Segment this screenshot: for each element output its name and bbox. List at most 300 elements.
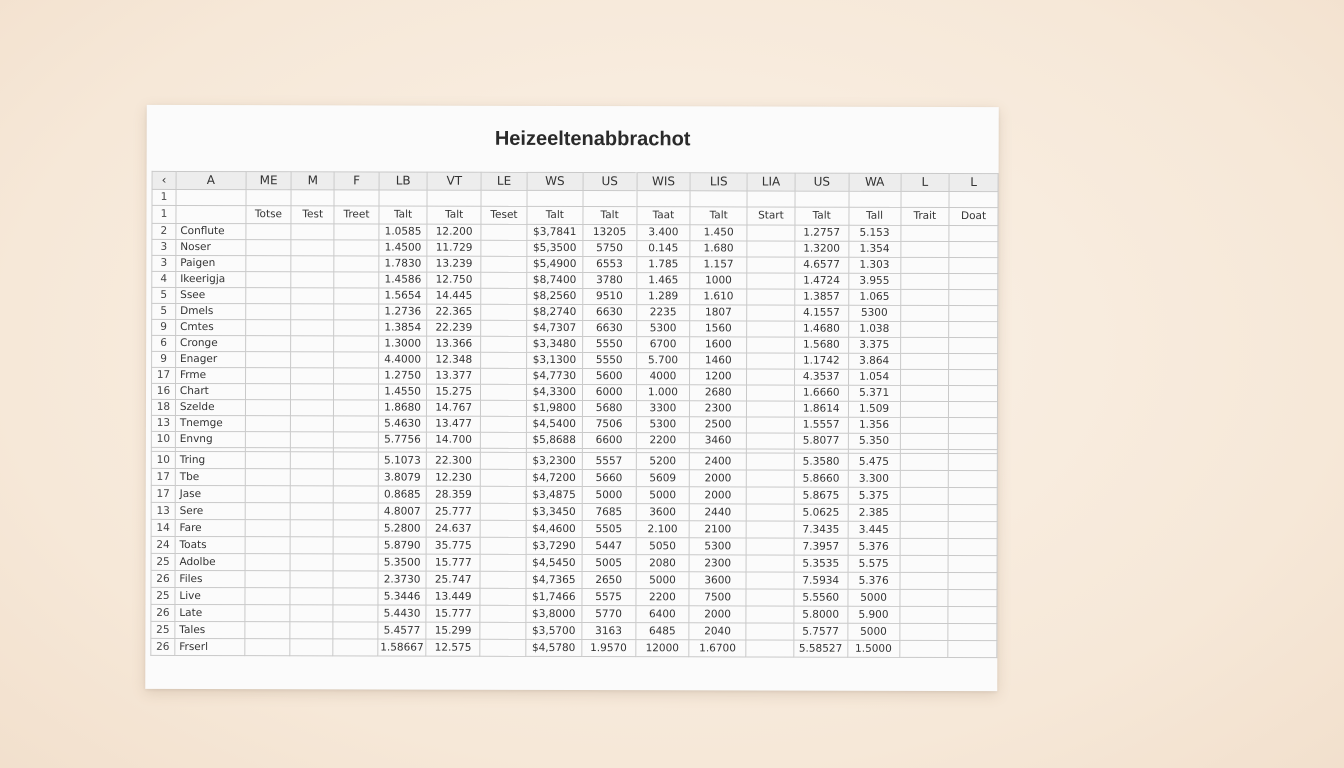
empty-cell <box>481 400 527 416</box>
empty-cell <box>747 385 795 401</box>
value-cell: 2000 <box>689 606 746 623</box>
empty-cell <box>747 353 795 369</box>
empty-cell <box>746 470 794 487</box>
empty-cell <box>291 304 334 320</box>
empty-cell <box>291 224 334 240</box>
row-label: Enager <box>175 351 245 367</box>
value-cell: 2300 <box>689 555 746 572</box>
value-cell: 5.376 <box>848 572 900 589</box>
empty-cell <box>746 572 794 589</box>
empty-cell <box>948 572 997 589</box>
value-cell: 7.3957 <box>794 538 848 555</box>
value-cell: 15.299 <box>426 622 480 639</box>
column-header: M <box>291 172 334 190</box>
empty-cell <box>334 416 379 432</box>
subheader-cell: Talt <box>795 207 849 225</box>
value-cell: 12000 <box>635 640 689 657</box>
empty-cell <box>291 432 334 448</box>
value-cell: 35.775 <box>426 537 480 554</box>
empty-cell <box>245 336 291 352</box>
value-cell: 4.3537 <box>794 369 848 385</box>
row-number: 4 <box>152 271 176 287</box>
empty-cell <box>291 520 334 537</box>
value-cell: 1.3854 <box>379 320 427 336</box>
value-cell: 5.3580 <box>794 453 848 470</box>
empty-cell <box>481 190 527 206</box>
value-cell: 3163 <box>582 623 636 640</box>
value-cell: 12.750 <box>427 272 481 288</box>
subheader-cell: Talt <box>690 207 747 225</box>
value-cell: $8,2740 <box>527 304 583 320</box>
empty-cell <box>334 352 379 368</box>
empty-cell <box>900 369 949 385</box>
empty-cell <box>949 321 998 337</box>
empty-cell <box>245 588 291 605</box>
subheader-cell: Trait <box>900 207 949 225</box>
value-cell: $4,5780 <box>526 639 582 656</box>
empty-cell <box>481 416 527 432</box>
empty-cell <box>746 589 794 606</box>
empty-cell <box>949 417 998 433</box>
value-cell: 2300 <box>690 401 747 417</box>
empty-cell <box>900 572 949 589</box>
empty-cell <box>334 240 379 256</box>
empty-cell <box>291 469 334 486</box>
empty-cell <box>949 241 998 257</box>
value-cell: 7.3435 <box>794 521 848 538</box>
empty-cell <box>899 640 948 657</box>
row-label: Frserl <box>175 638 245 655</box>
value-cell: 1.065 <box>848 289 900 305</box>
empty-cell <box>481 336 527 352</box>
value-cell: 6000 <box>582 385 636 401</box>
empty-cell <box>746 521 794 538</box>
column-header: WA <box>849 173 901 191</box>
value-cell: 1.4586 <box>379 272 427 288</box>
empty-cell <box>334 384 379 400</box>
empty-cell <box>900 225 949 241</box>
empty-cell <box>333 605 378 622</box>
subheader-row <box>152 205 998 225</box>
value-cell: 5.1073 <box>378 452 426 469</box>
empty-cell <box>290 537 333 554</box>
empty-cell <box>899 606 948 623</box>
value-cell: 5000 <box>636 487 690 504</box>
empty-cell <box>291 368 334 384</box>
empty-cell <box>746 606 794 623</box>
empty-cell <box>334 320 379 336</box>
row-label: Ikeerigja <box>176 271 246 287</box>
value-cell: 5.8675 <box>794 487 848 504</box>
empty-cell <box>245 503 291 520</box>
empty-cell <box>290 605 333 622</box>
value-cell: 6630 <box>582 321 636 337</box>
empty-cell <box>900 401 949 417</box>
empty-cell <box>949 191 998 207</box>
value-cell: 5.7756 <box>378 432 426 448</box>
value-cell: 5.4577 <box>378 622 426 639</box>
empty-cell <box>480 554 526 571</box>
empty-cell <box>900 433 949 449</box>
empty-cell <box>291 352 334 368</box>
row-number: 9 <box>152 351 176 367</box>
value-cell: 2650 <box>582 572 636 589</box>
spreadsheet-printout <box>145 105 999 691</box>
row-label: Noser <box>176 239 246 255</box>
column-header: US <box>583 173 637 191</box>
value-cell: 5.371 <box>848 385 900 401</box>
empty-cell <box>948 606 997 623</box>
value-cell: 15.275 <box>427 384 481 400</box>
spreadsheet-grid <box>150 171 998 658</box>
value-cell: 5.153 <box>849 225 901 241</box>
empty-cell <box>480 520 526 537</box>
empty-cell <box>480 432 526 448</box>
empty-cell <box>949 353 998 369</box>
value-cell: 3.8079 <box>378 469 426 486</box>
value-cell: 5.575 <box>848 555 900 572</box>
empty-cell <box>949 273 998 289</box>
value-cell: 14.767 <box>427 400 481 416</box>
value-cell: 5.350 <box>848 433 900 449</box>
value-cell: 6600 <box>582 433 636 449</box>
value-cell: 5.5560 <box>794 589 848 606</box>
row-number: 18 <box>151 399 175 415</box>
subheader-cell: Tall <box>849 207 901 225</box>
value-cell: 5000 <box>848 589 900 606</box>
row-label: Toats <box>175 536 245 553</box>
empty-cell <box>747 257 795 273</box>
value-cell: 3600 <box>689 572 746 589</box>
empty-cell <box>949 257 998 273</box>
empty-cell <box>948 640 997 657</box>
empty-cell <box>245 520 291 537</box>
column-header: F <box>334 172 379 190</box>
value-cell: $4,7307 <box>527 320 583 336</box>
empty-cell <box>333 432 378 448</box>
value-cell: $4,5450 <box>526 554 582 571</box>
value-cell: 5.8790 <box>378 537 426 554</box>
value-cell: 6630 <box>582 305 636 321</box>
value-cell: 1.5680 <box>794 337 848 353</box>
row-number: 9 <box>152 319 176 335</box>
value-cell: 4.8007 <box>378 503 426 520</box>
empty-cell <box>795 191 849 207</box>
empty-cell <box>291 486 334 503</box>
empty-cell <box>480 571 526 588</box>
value-cell: 1.000 <box>636 385 690 401</box>
value-cell: 1.303 <box>849 257 901 273</box>
value-cell: 5000 <box>636 572 690 589</box>
subheader-cell: Test <box>291 206 334 224</box>
value-cell: 5505 <box>582 521 636 538</box>
value-cell: 15.777 <box>426 554 480 571</box>
column-header: WS <box>527 172 583 190</box>
row-label: Fare <box>175 519 245 536</box>
empty-cell <box>291 503 334 520</box>
row-number: 2 <box>152 223 176 239</box>
row-number: 24 <box>151 536 175 553</box>
value-cell: $3,7290 <box>526 537 582 554</box>
row-number: 17 <box>152 367 176 383</box>
value-cell: $4,3300 <box>526 384 582 400</box>
empty-cell <box>480 537 526 554</box>
value-cell: 5750 <box>583 241 637 257</box>
empty-cell <box>480 639 526 656</box>
row-number: 1 <box>152 205 176 223</box>
empty-cell <box>244 639 290 656</box>
empty-cell <box>481 240 527 256</box>
value-cell: 2440 <box>689 504 746 521</box>
empty-cell <box>291 272 334 288</box>
value-cell: 5557 <box>582 453 636 470</box>
empty-cell <box>245 432 291 448</box>
value-cell: 5.7577 <box>794 623 848 640</box>
column-header-row <box>152 171 998 191</box>
empty-cell <box>949 225 998 241</box>
value-cell: 4000 <box>636 369 690 385</box>
empty-cell <box>334 368 379 384</box>
value-cell: 1.509 <box>848 401 900 417</box>
value-cell: 1.785 <box>636 257 690 273</box>
value-cell: 6553 <box>583 257 637 273</box>
value-cell: 1.6660 <box>794 385 848 401</box>
row-number: 10 <box>151 431 175 447</box>
empty-cell <box>245 571 291 588</box>
value-cell: 1.3857 <box>795 289 849 305</box>
value-cell: 1.450 <box>690 225 747 241</box>
row-number: 6 <box>152 335 176 351</box>
empty-cell <box>481 320 527 336</box>
value-cell: 2200 <box>636 589 690 606</box>
value-cell: 2235 <box>636 305 690 321</box>
empty-cell <box>480 503 526 520</box>
empty-cell <box>291 320 334 336</box>
empty-cell <box>481 272 527 288</box>
row-label: Tales <box>175 621 245 638</box>
value-cell: 22.365 <box>427 304 481 320</box>
value-cell: $1,7466 <box>526 588 582 605</box>
empty-cell <box>245 288 291 304</box>
value-cell: 2400 <box>690 453 747 470</box>
value-cell: 5447 <box>582 538 636 555</box>
value-cell: 3.864 <box>848 353 900 369</box>
value-cell: 5575 <box>582 589 636 606</box>
empty-cell <box>900 273 949 289</box>
value-cell: 5.0625 <box>794 504 848 521</box>
value-cell: $3,2300 <box>526 452 582 469</box>
subheader-cell: Start <box>747 207 795 225</box>
row-number: 26 <box>151 638 175 655</box>
value-cell: 5.4630 <box>378 416 426 432</box>
empty-cell <box>290 639 333 656</box>
value-cell: 12.230 <box>427 469 481 486</box>
empty-cell <box>900 453 949 470</box>
value-cell: 1.2750 <box>378 368 426 384</box>
empty-cell <box>901 191 950 207</box>
value-cell: 28.359 <box>427 486 481 503</box>
sheet-title: Heizeeltenabbrachot <box>494 127 691 151</box>
value-cell: 1.5000 <box>848 640 900 657</box>
empty-cell <box>291 400 334 416</box>
value-cell: 5.8000 <box>794 606 848 623</box>
value-cell: 5300 <box>636 417 690 433</box>
row-number: 5 <box>152 287 176 303</box>
row-number: 10 <box>151 451 175 468</box>
value-cell: 1.1742 <box>794 353 848 369</box>
subheader-cell: Totse <box>246 206 292 224</box>
empty-cell <box>747 337 795 353</box>
value-cell: 3.445 <box>848 521 900 538</box>
value-cell: 5.58527 <box>794 640 848 657</box>
value-cell: 14.445 <box>427 288 481 304</box>
value-cell: 1.4550 <box>378 384 426 400</box>
value-cell: 5770 <box>582 606 636 623</box>
value-cell: 12.575 <box>426 639 480 656</box>
value-cell: 1200 <box>690 369 747 385</box>
value-cell: 5005 <box>582 555 636 572</box>
value-cell: 5600 <box>582 369 636 385</box>
value-cell: 3780 <box>583 273 637 289</box>
value-cell: 13.449 <box>426 588 480 605</box>
empty-cell <box>747 289 795 305</box>
table-row <box>151 519 997 538</box>
value-cell: 1.8614 <box>794 401 848 417</box>
empty-cell <box>948 487 997 504</box>
empty-cell <box>481 384 527 400</box>
table-row <box>151 485 997 504</box>
empty-cell <box>291 336 334 352</box>
value-cell: 5.2800 <box>378 520 426 537</box>
empty-cell <box>333 622 378 639</box>
value-cell: 0.8685 <box>378 486 426 503</box>
empty-cell <box>291 256 334 272</box>
row-number: 3 <box>152 255 176 271</box>
value-cell: 1460 <box>690 353 747 369</box>
empty-cell <box>746 433 794 449</box>
empty-cell <box>333 469 378 486</box>
column-header: VT <box>427 172 481 190</box>
empty-cell <box>333 588 378 605</box>
value-cell: 11.729 <box>427 240 481 256</box>
value-cell: 5.376 <box>848 538 900 555</box>
empty-cell <box>900 353 949 369</box>
row-label: Cronge <box>176 335 246 351</box>
value-cell: 5680 <box>582 401 636 417</box>
table-row <box>151 451 997 470</box>
empty-cell <box>949 305 998 321</box>
empty-cell <box>333 486 378 503</box>
row-label: Adolbe <box>175 553 245 570</box>
subheader-cell: Talt <box>583 207 637 225</box>
value-cell: 24.637 <box>426 520 480 537</box>
value-cell: 2200 <box>636 433 690 449</box>
value-cell: $5,3500 <box>527 240 583 256</box>
subheader-cell: Doat <box>949 207 998 225</box>
empty-cell <box>334 336 379 352</box>
table-row <box>151 621 997 640</box>
empty-cell <box>900 487 949 504</box>
value-cell: 1.356 <box>848 417 900 433</box>
value-cell: $8,2560 <box>527 288 583 304</box>
empty-cell <box>291 416 334 432</box>
value-cell: 5.8077 <box>794 433 848 449</box>
row-label: Envng <box>175 431 245 447</box>
empty-cell <box>747 321 795 337</box>
row-number: 26 <box>151 604 175 621</box>
corner-cell: ‹ <box>152 171 176 189</box>
empty-cell <box>948 555 997 572</box>
empty-cell <box>746 555 794 572</box>
empty-cell <box>746 487 794 504</box>
empty-cell <box>245 452 291 469</box>
value-cell: 5200 <box>636 453 690 470</box>
value-cell: 5.900 <box>848 606 900 623</box>
empty-cell <box>244 622 290 639</box>
table-row <box>151 604 997 623</box>
empty-cell <box>746 623 794 640</box>
value-cell: 1.58667 <box>378 639 426 656</box>
row-number: 17 <box>151 468 175 485</box>
empty-cell <box>899 589 948 606</box>
value-cell: 5050 <box>636 538 690 555</box>
value-cell: 5.375 <box>848 487 900 504</box>
value-cell: $3,1300 <box>526 352 582 368</box>
value-cell: 9510 <box>583 289 637 305</box>
empty-cell <box>334 304 379 320</box>
empty-cell <box>900 385 949 401</box>
value-cell: 1000 <box>690 273 747 289</box>
value-cell: 1.5557 <box>794 417 848 433</box>
subheader-cell: Treet <box>334 206 379 224</box>
empty-cell <box>290 622 333 639</box>
row-label: Chart <box>175 383 245 399</box>
empty-cell <box>291 240 334 256</box>
value-cell: $5,4900 <box>527 256 583 272</box>
empty-cell <box>900 538 949 555</box>
value-cell: $1,9800 <box>526 400 582 416</box>
empty-cell <box>948 453 997 470</box>
empty-cell <box>746 417 794 433</box>
value-cell: 2.385 <box>848 504 900 521</box>
value-cell: 7500 <box>689 589 746 606</box>
subheader-cell: Talt <box>379 206 427 224</box>
empty-cell <box>333 537 378 554</box>
column-header: LE <box>481 172 527 190</box>
empty-cell <box>245 272 291 288</box>
empty-cell <box>849 191 901 207</box>
value-cell: 3.375 <box>848 337 900 353</box>
empty-cell <box>334 400 379 416</box>
empty-cell <box>746 504 794 521</box>
value-cell: 4.1557 <box>794 305 848 321</box>
row-label: Conflute <box>176 223 246 239</box>
empty-cell <box>334 288 379 304</box>
table-row <box>151 587 997 606</box>
table-row <box>151 570 997 589</box>
value-cell: 5.3446 <box>378 588 426 605</box>
empty-cell <box>900 337 949 353</box>
value-cell: 0.145 <box>636 241 690 257</box>
empty-cell <box>900 257 949 273</box>
row-label: Cmtes <box>176 319 246 335</box>
value-cell: 14.700 <box>427 432 481 448</box>
empty-cell <box>899 623 948 640</box>
value-cell: 1.4724 <box>795 273 849 289</box>
value-cell: 12.348 <box>427 352 481 368</box>
row-label: Frme <box>175 367 245 383</box>
empty-cell <box>480 452 526 469</box>
